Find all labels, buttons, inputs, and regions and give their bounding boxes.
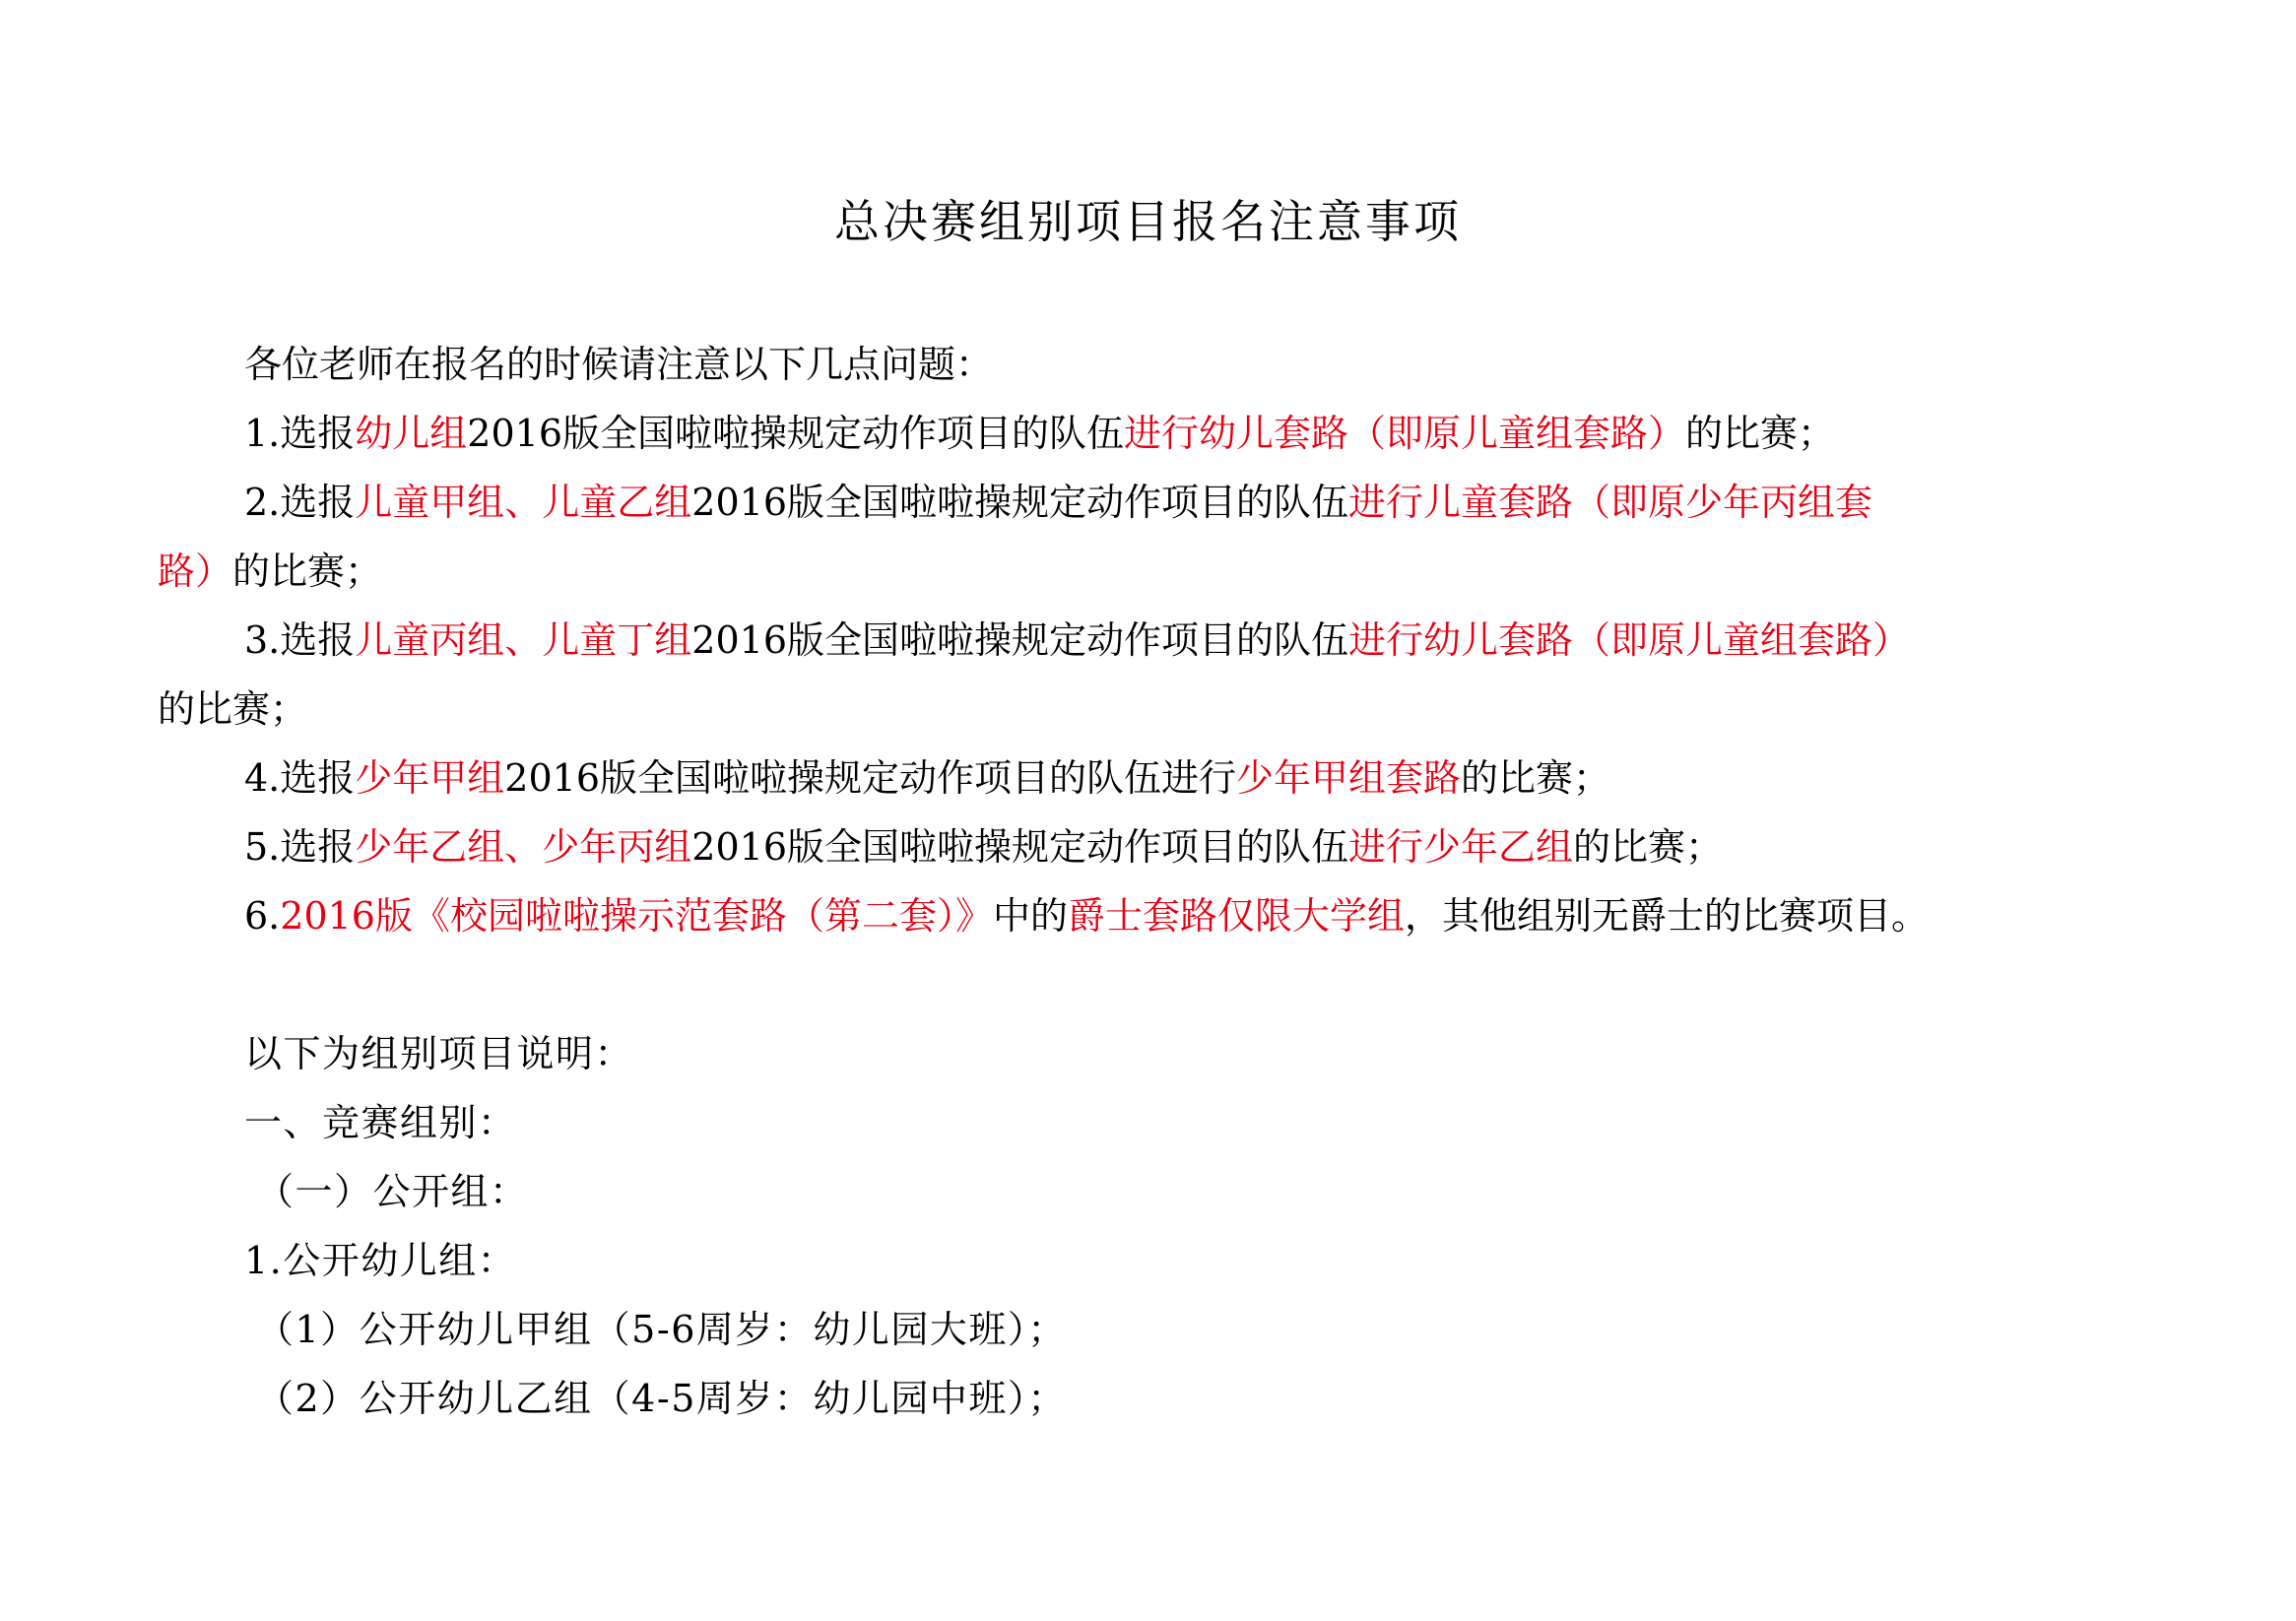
item-number: 6. (244, 894, 281, 938)
notice-item-2-continued (158, 542, 382, 601)
item-emphasis: 进行幼儿套路（即原儿童组套路） (1124, 412, 1686, 455)
item-emphasis: 少年甲组 (355, 756, 505, 800)
item-number: 3. (244, 618, 281, 662)
subsection-heading: （一）公开组： (256, 1170, 529, 1213)
notice-item-3 (244, 611, 1910, 670)
item-emphasis: 爵士套路仅限大学组 (1068, 894, 1406, 938)
item-number: 1. (244, 412, 281, 455)
item-text: 中的 (992, 894, 1068, 938)
item-text: 2016版全国啦啦操规定动作项目的队伍进行 (504, 756, 1237, 800)
notice-item-4 (244, 748, 1610, 808)
item-emphasis: 路） (158, 550, 233, 593)
item-text: 选报 (280, 756, 356, 800)
item-emphasis: 进行少年乙组 (1348, 825, 1574, 869)
item-text: 选报 (280, 412, 356, 455)
item-text: 选报 (280, 825, 356, 869)
item-emphasis: 儿童甲组、儿童乙组 (355, 481, 692, 524)
section-heading: 一、竞赛组别： (244, 1101, 517, 1144)
item-text: 选报 (280, 481, 356, 524)
item-text: 的比赛； (1573, 825, 1724, 869)
item-text: 的比赛； (1685, 412, 1836, 455)
notice-item-6 (244, 886, 1929, 945)
item-text: 2016版全国啦啦操规定动作项目的队伍 (467, 412, 1125, 455)
group-heading: 1.公开幼儿组： (244, 1239, 517, 1282)
item-text: 的比赛； (232, 550, 383, 593)
item-text: 2016版全国啦啦操规定动作项目的队伍 (691, 481, 1349, 524)
item-emphasis: 少年乙组、少年丙组 (355, 825, 692, 869)
item-number: 4. (244, 756, 281, 800)
notice-item-3-continued (158, 680, 307, 739)
item-text: ，其他组别无爵士的比赛项目。 (1405, 894, 1930, 938)
item-text: 选报 (280, 618, 356, 662)
notice-item-5 (244, 817, 1723, 876)
group-item: （1）公开幼儿甲组（5-6周岁：幼儿园大班）； (256, 1308, 1067, 1351)
item-text: 的比赛； (1461, 756, 1611, 800)
item-emphasis: 2016版《校园啦啦操示范套路（第二套）》 (280, 894, 993, 938)
item-emphasis: 少年甲组套路 (1236, 756, 1462, 800)
explain-heading: 以下为组别项目说明： (244, 1032, 634, 1075)
notice-item-1 (244, 404, 1835, 463)
document-title: 总决赛组别项目报名注意事项 (834, 195, 1462, 248)
group-item: （2）公开幼儿乙组（4-5周岁：幼儿园中班）； (256, 1377, 1067, 1420)
item-number: 5. (244, 825, 281, 869)
item-number: 2. (244, 481, 281, 524)
item-text: 2016版全国啦啦操规定动作项目的队伍 (691, 618, 1349, 662)
notice-item-2 (244, 473, 1872, 532)
item-emphasis: 儿童丙组、儿童丁组 (355, 618, 692, 662)
item-emphasis: 进行幼儿套路（即原儿童组套路） (1348, 618, 1911, 662)
intro-paragraph: 各位老师在报名的时候请注意以下几点问题： (244, 343, 994, 386)
item-text: 的比赛； (158, 687, 308, 731)
item-emphasis: 幼儿组 (355, 412, 468, 455)
item-emphasis: 进行儿童套路（即原少年丙组套 (1348, 481, 1873, 524)
item-text: 2016版全国啦啦操规定动作项目的队伍 (691, 825, 1349, 869)
